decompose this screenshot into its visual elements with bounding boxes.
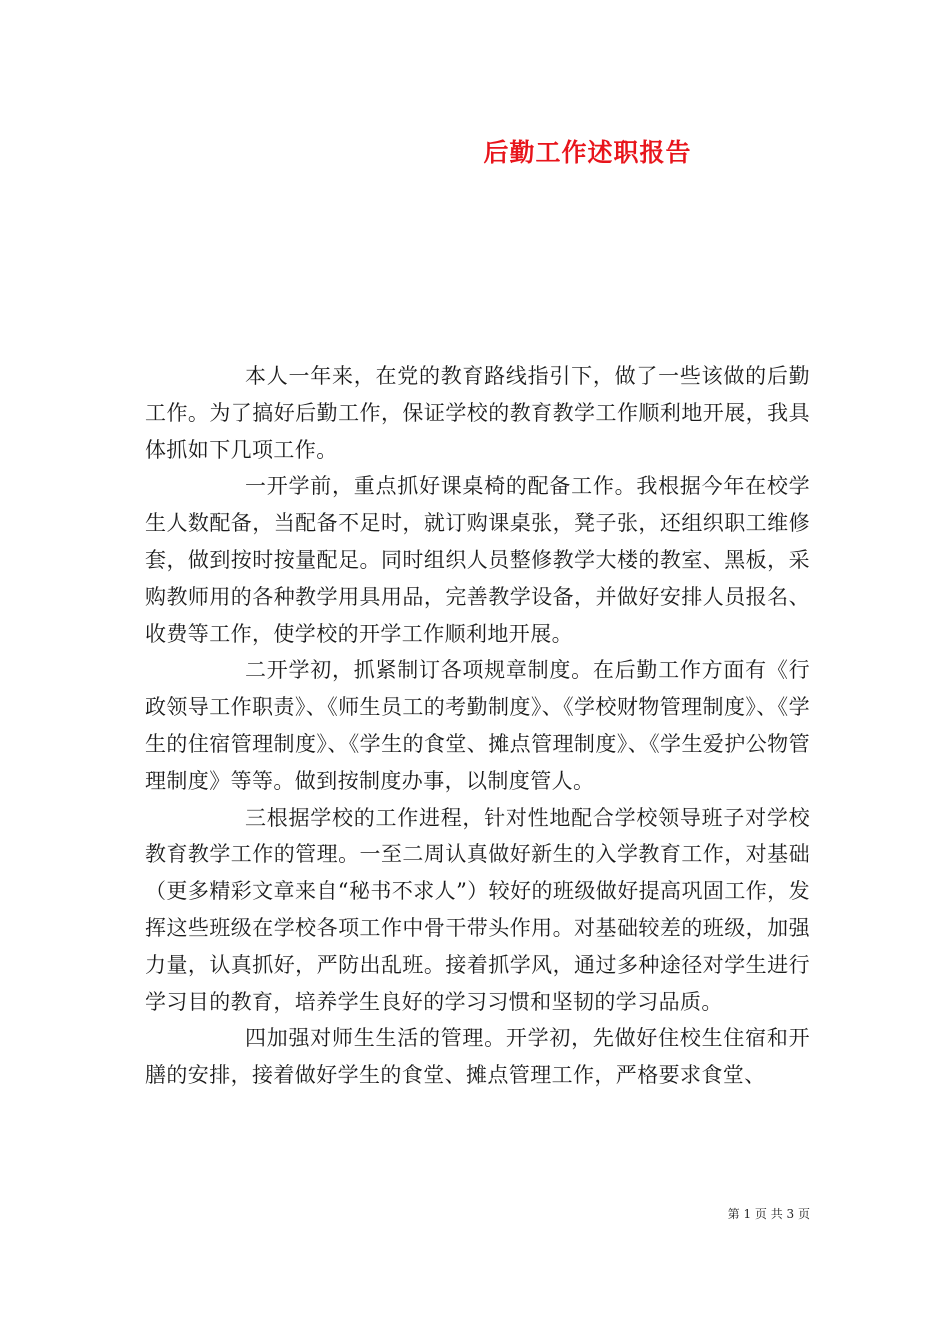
document-title: 后勤工作述职报告 bbox=[483, 138, 692, 167]
paragraph-2: 二开学初，抓紧制订各项规章制度。在后勤工作方面有《行政领导工作职责》、《师生员工的考勤制度》、《学校财物管理制度》、《学生的住宿管理制度》、《学生的食堂、摊点管理制度》、《学生爱护公物管理制度》等等。做到按制度办事，以制度管人。 bbox=[145, 658, 810, 793]
paragraph-intro: 本人一年来，在党的教育路线指引下，做了一些该做的后勤工作。为了搞好后勤工作，保证学校的教育教学工作顺利地开展，我具体抓如下几项工作。 bbox=[145, 364, 810, 462]
document-body bbox=[145, 358, 810, 1094]
paragraph-4: 四加强对师生生活的管理。开学初，先做好住校生住宿和开膳的安排，接着做好学生的食堂、摊点管理工作，严格要求食堂、 bbox=[145, 1026, 810, 1088]
page-number: 第 1 页 共 3 页 bbox=[727, 1207, 810, 1221]
paragraph-1: 一开学前，重点抓好课桌椅的配备工作。我根据今年在校学生人数配备，当配备不足时，就订购课桌张，凳子张，还组织职工维修套，做到按时按量配足。同时组织人员整修教学大楼的教室、黑板，采购教师用的各种教学用具用品，完善教学设备，并做好安排人员报名、收费等工作，使学校的开学工作顺利地开展。 bbox=[145, 474, 810, 646]
paragraph-3: 三根据学校的工作进程，针对性地配合学校领导班子对学校教育教学工作的管理。一至二周认真做好新生的入学教育工作，对基础（更多精彩文章来自“秘书不求人”）较好的班级做好提高巩固工作，发挥这些班级在学校各项工作中骨干带头作用。对基础较差的班级，加强力量，认真抓好，严防出乱班。接着抓学风，通过多种途径对学生进行学习目的教育，培养学生良好的学习习惯和坚韧的学习品质。 bbox=[145, 805, 810, 1014]
